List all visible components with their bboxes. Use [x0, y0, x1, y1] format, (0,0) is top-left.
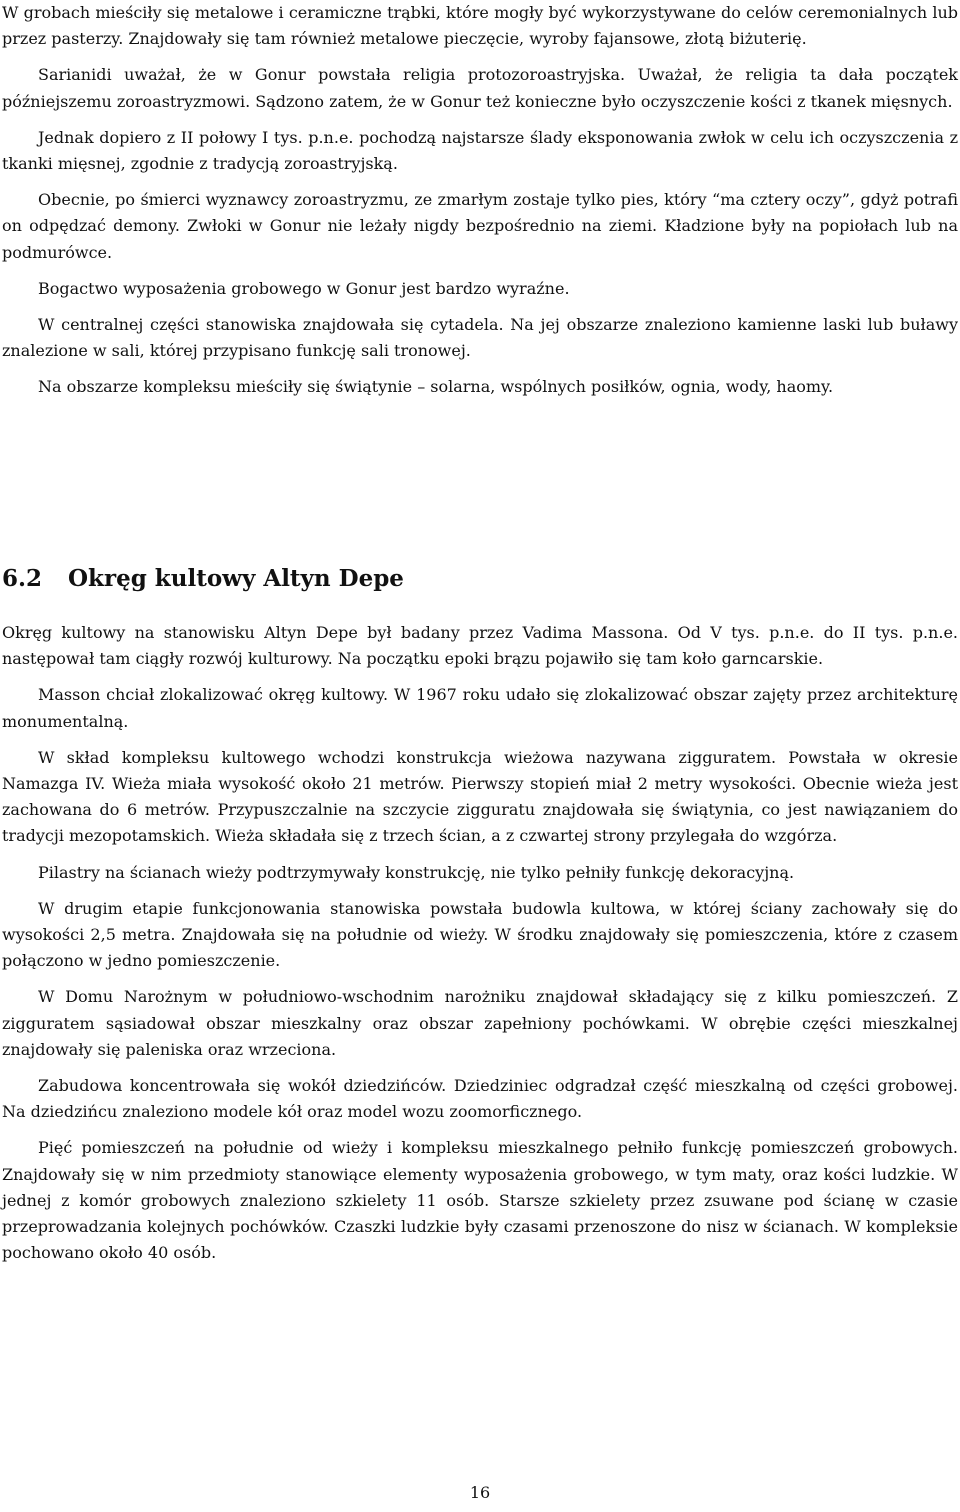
- paragraph: W drugim etapie funkcjonowania stanowiska powstała budowla kultowa, w której ściany zachowały się do wysokości 2,5 metra. Znajdowała się na południe od wieży. W środku znajdowały się pomieszczenia, które z czasem połączono w jedno pomieszczenie.: [2, 898, 958, 971]
- page-number: 16: [469, 1483, 491, 1502]
- paragraph: Na obszarze kompleksu mieściły się świątynie – solarna, wspólnych posiłków, ognia, wody, haomy.: [38, 377, 834, 397]
- section-title: Okręg kultowy Altyn Depe: [68, 565, 404, 592]
- intro-text-block: [2, 0, 958, 401]
- paragraph: Sarianidi uważał, że w Gonur powstała religia protozoroastryjska. Uważał, że religia ta dała początek późniejszemu zoroastryzmowi. Sądzono zatem, że w Gonur też konieczne było oczyszczenie kości z tkanek mięsnych.: [2, 65, 958, 111]
- paragraph: W centralnej części stanowiska znajdowała się cytadela. Na jej obszarze znaleziono kamienne laski lub buławy znalezione w sali, której przypisano funkcję sali tronowej.: [2, 315, 958, 361]
- paragraph: Okręg kultowy na stanowisku Altyn Depe był badany przez Vadima Massona. Od V tys. p.n.e. do II tys. p.n.e. następował tam ciągły rozwój kulturowy. Na początku epoki brązu pojawiło się tam koło garncarskie.: [2, 623, 958, 669]
- paragraph: W Domu Narożnym w południowo-wschodnim narożniku znajdował składający się z kilku pomieszczeń. Z zigguratem sąsiadował obszar mieszkalny oraz obszar zapełniony pochówkami. W obrębie części mieszkalnej znajdowały się paleniska oraz wrzeciona.: [2, 987, 958, 1059]
- paragraph: Obecnie, po śmierci wyznawcy zoroastryzmu, ze zmarłym zostaje tylko pies, który “ma cztery oczy”, gdyż potrafi on odpędzać demony. Zwłoki w Gonur nie leżały nigdy bezpośrednio na ziemi. Kładzione były na popiołach lub na podmurówce.: [2, 190, 958, 262]
- paragraph: Masson chciał zlokalizować okręg kultowy. W 1967 roku udało się zlokalizować obszar zajęty przez architekturę monumentalną.: [2, 685, 958, 731]
- paragraph: Pięć pomieszczeń na południe od wieży i kompleksu mieszkalnego pełniło funkcję pomieszczeń grobowych. Znajdowały się w nim przedmioty stanowiące elementy wyposażenia grobowego, w tym maty, oraz kości ludzkie. W jednej z komór grobowych znaleziono szkielety 11 osób. Starsze szkielety przez zsuwane pod ścianę w czasie przeprowadzania kolejnych pochówków. Czaszki ludzkie były czasami przenoszone do nisz w ścianach. W kompleksie pochowano około 40 osób.: [2, 1138, 958, 1263]
- paragraph: W grobach mieściły się metalowe i ceramiczne trąbki, które mogły być wykorzystywane do celów ceremonialnych lub przez pasterzy. Znajdowały się tam również metalowe pieczęcie, wyroby fajansowe, złotą biżuterię.: [2, 3, 958, 49]
- paragraph: Jednak dopiero z II połowy I tys. p.n.e. pochodzą najstarsze ślady eksponowania zwłok w celu ich oczyszczenia z tkanki mięsnej, zgodnie z tradycją zoroastryjską.: [2, 127, 958, 174]
- section-text-block: [2, 620, 958, 1276]
- section-number: 6.2: [2, 565, 43, 592]
- paragraph: W skład kompleksu kultowego wchodzi konstrukcja wieżowa nazywana zigguratem. Powstała w okresie Namazga IV. Wieża miała wysokość około 21 metrów. Pierwszy stopień miał 2 metry wysokości. Obecnie wieża jest zachowana do 6 metrów. Przypuszczalnie na szczycie zigguratu znajdowała się świątynia, co jest nawiązaniem do tradycji mezopotamskich. Wieża składała się z trzech ścian, a z czwartej strony przylegała do wzgórza.: [2, 747, 958, 846]
- paragraph: Bogactwo wyposażenia grobowego w Gonur jest bardzo wyraźne.: [38, 278, 570, 298]
- section-heading: [2, 562, 404, 596]
- paragraph: Pilastry na ścianach wieży podtrzymywały konstrukcję, nie tylko pełniły funkcję dekoracyjną.: [38, 862, 795, 882]
- paragraph: Zabudowa koncentrowała się wokół dziedzińców. Dziedziniec odgradzał część mieszkalną od części grobowej. Na dziedzińcu znaleziono modele kół oraz model wozu zoomorficznego.: [2, 1076, 958, 1122]
